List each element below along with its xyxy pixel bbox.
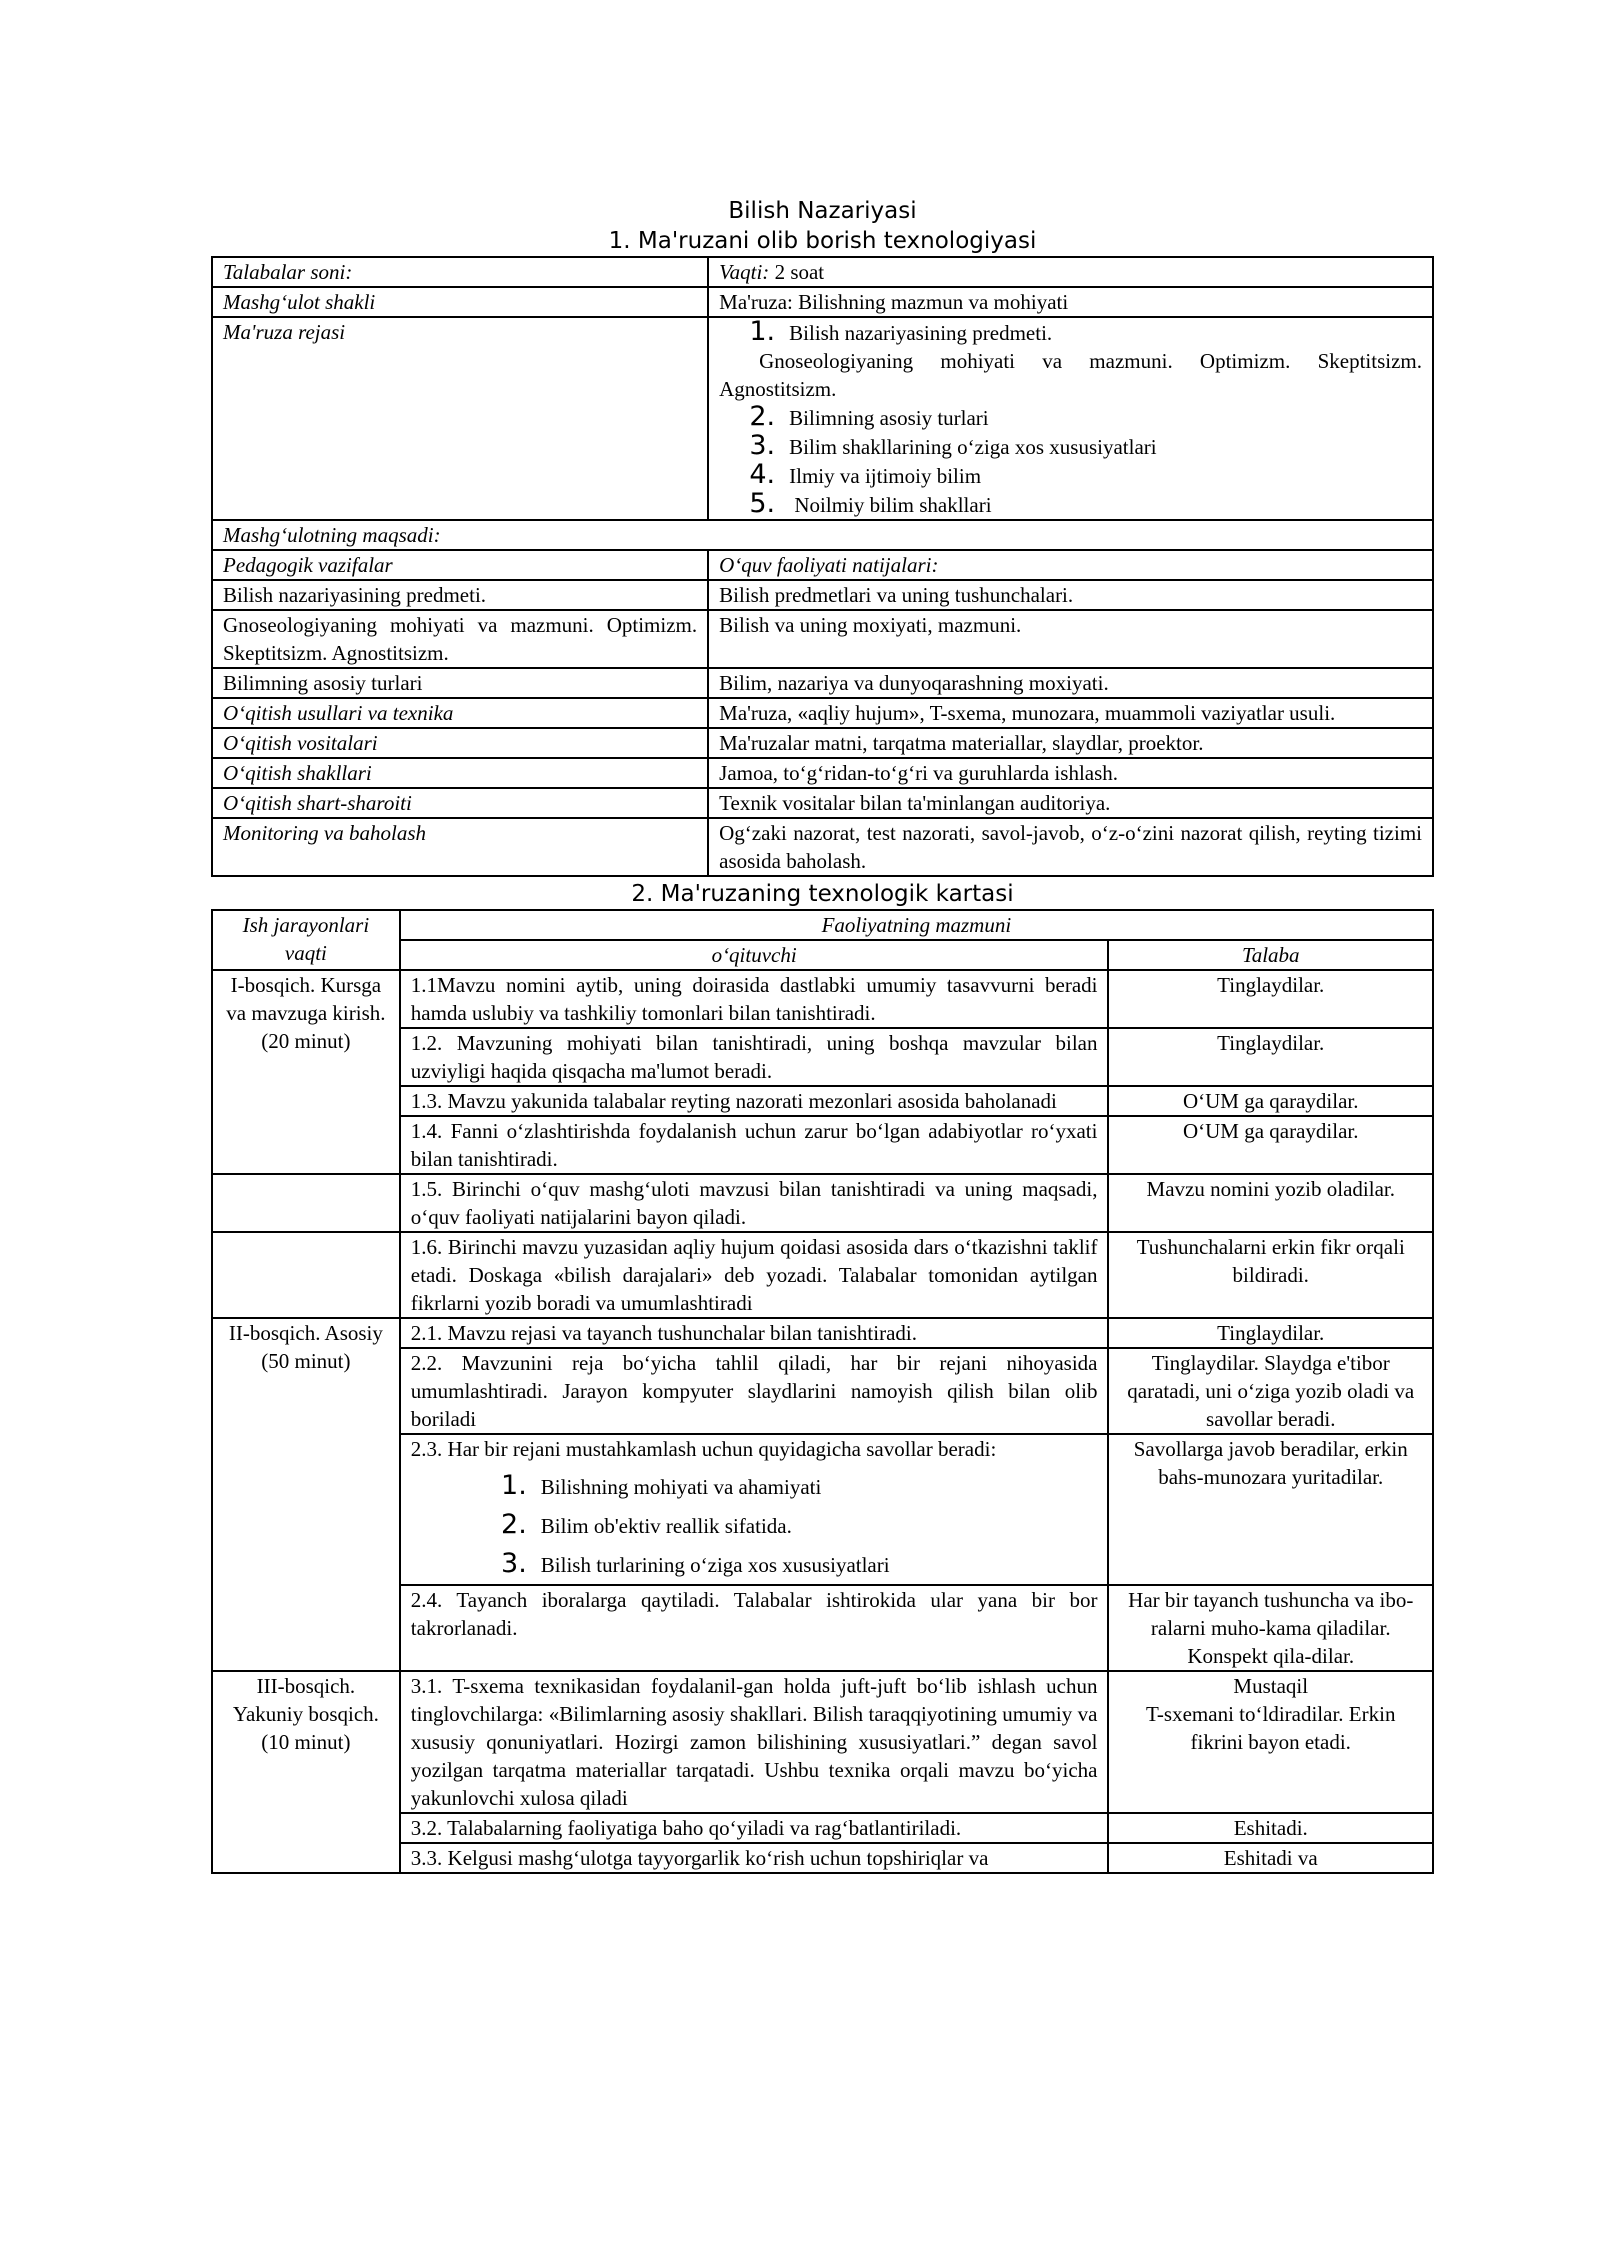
table-row	[212, 1318, 1433, 1348]
student-cell: Eshitadi.	[1108, 1813, 1433, 1843]
section1-title: 1. Ma'ruzani olib borish texnologiyasi	[608, 228, 1037, 254]
student-cell: Savollarga javob beradilar, erkin bahs-munozara yuritadilar.	[1108, 1434, 1433, 1585]
student-cell	[1108, 1671, 1433, 1813]
question-list	[411, 1467, 1098, 1584]
teacher-cell	[400, 1434, 1109, 1585]
time-label: Vaqti:	[719, 260, 770, 284]
table-row	[212, 317, 1433, 520]
stage-cell-empty	[212, 1232, 400, 1318]
table-header-row	[212, 910, 1433, 940]
teacher-cell: 2.1. Mavzu rejasi va tayanch tushunchalar bilan tanishtiradi.	[400, 1318, 1109, 1348]
technology-card-table	[211, 909, 1434, 1874]
teacher-cell: 1.4. Fanni o‘zlashtirishda foydalanish uchun zarur bo‘lgan adabiyotlar ro‘yxati bilan tanishtiradi.	[400, 1116, 1109, 1174]
plan-number: 1.	[749, 316, 776, 347]
table-row	[212, 788, 1433, 818]
stage-cell-empty	[212, 1174, 400, 1232]
question-number: 1.	[501, 1470, 527, 1501]
section2-title: 2. Ma'ruzaning texnologik kartasi	[631, 881, 1014, 907]
table-cell	[708, 257, 1433, 287]
plan-number: 3.	[749, 430, 776, 461]
table-cell: Monitoring va baholash	[212, 818, 708, 876]
table-cell: Jamoa, to‘g‘ridan-to‘g‘ri va guruhlarda ishlash.	[708, 758, 1433, 788]
question-number: 2.	[501, 1509, 527, 1540]
table-cell: O‘qitish usullari va texnika	[212, 698, 708, 728]
plan-subtext: Gnoseologiyaning mohiyati va mazmuni. Optimizm. Skeptitsizm. Agnostitsizm.	[719, 349, 1422, 401]
time-value: 2 soat	[769, 260, 825, 284]
table-cell: Bilish nazariyasining predmeti.	[212, 580, 708, 610]
teacher-cell: 2.2. Mavzunini reja bo‘yicha tahlil qiladi, har bir rejani nihoyasida umumlashtiradi. Jarayon kompyuter slaydlarini namoyish qilish bilan olib boriladi	[400, 1348, 1109, 1434]
table-cell: Ma'ruza: Bilishning mazmun va mohiyati	[708, 287, 1433, 317]
table-row	[212, 580, 1433, 610]
plan-text: Bilim shakllarining o‘ziga xos xususiyatlari	[789, 435, 1157, 459]
plan-number: 4.	[749, 459, 776, 490]
student-cell: Eshitadi va	[1108, 1843, 1433, 1873]
table-row	[212, 668, 1433, 698]
table-row	[212, 698, 1433, 728]
teacher-cell: 1.3. Mavzu yakunida talabalar reyting nazorati mezonlari asosida baholanadi	[400, 1086, 1109, 1116]
col-header-teacher: o‘qituvchi	[400, 940, 1109, 970]
student-cell: O‘UM ga qaraydilar.	[1108, 1086, 1433, 1116]
teacher-cell: 3.3. Kelgusi mashg‘ulotga tayyorgarlik ko‘rish uchun topshiriqlar va	[400, 1843, 1109, 1873]
question-item	[491, 1545, 1098, 1584]
plan-item	[719, 461, 1422, 490]
table-cell: Talabalar soni:	[212, 257, 708, 287]
col-header-student: Talaba	[1108, 940, 1433, 970]
teacher-cell: 1.1Mavzu nomini aytib, uning doirasida dastlabki umumiy tasavvurni beradi hamda uslubiy va tashkiliy tomonlari bilan tanishtiradi.	[400, 970, 1109, 1028]
student-cell: Tinglaydilar.	[1108, 1318, 1433, 1348]
teacher-cell: 1.5. Birinchi o‘quv mashg‘uloti mavzusi bilan tanishtiradi va uning maqsadi, o‘quv faoliyati natijalarini bayon qiladi.	[400, 1174, 1109, 1232]
plan-text: Noilmiy bilim shakllari	[789, 493, 992, 517]
table-cell: Mashg‘ulotning maqsadi:	[212, 520, 1433, 550]
table-cell: Ma'ruza, «aqliy hujum», T-sxema, munozara, muammoli vaziyatlar usuli.	[708, 698, 1433, 728]
plan-item	[719, 432, 1422, 461]
col-header-time: Ish jarayonlari vaqti	[212, 910, 400, 970]
table-row	[212, 728, 1433, 758]
student-cell: Tushunchalarni erkin fikr orqali bildiradi.	[1108, 1232, 1433, 1318]
plan-item	[719, 490, 1422, 519]
question-item	[491, 1506, 1098, 1545]
lecture-plan-cell	[708, 317, 1433, 520]
table-row	[212, 970, 1433, 1028]
table-row	[212, 287, 1433, 317]
teacher-cell: 3.2. Talabalarning faoliyatiga baho qo‘yiladi va rag‘batlantiriladi.	[400, 1813, 1109, 1843]
plan-item	[719, 318, 1422, 347]
plan-number: 5.	[749, 488, 776, 519]
table-row	[212, 520, 1433, 550]
student-cell: O‘UM ga qaraydilar.	[1108, 1116, 1433, 1174]
student-cell: Tinglaydilar.	[1108, 970, 1433, 1028]
table-row	[212, 818, 1433, 876]
table-cell: O‘qitish shakllari	[212, 758, 708, 788]
table-cell: Pedagogik vazifalar	[212, 550, 708, 580]
plan-text: Bilish nazariyasining predmeti.	[789, 321, 1053, 345]
table-cell: Ma'ruzalar matni, tarqatma materiallar, slaydlar, proektor.	[708, 728, 1433, 758]
col-header-content: Faoliyatning mazmuni	[400, 910, 1433, 940]
student-cell: Tinglaydilar. Slaydga e'tibor qaratadi, uni o‘ziga yozib oladi va savollar beradi.	[1108, 1348, 1433, 1434]
plan-text: Bilimning asosiy turlari	[789, 406, 989, 430]
teacher-text: 2.3. Har bir rejani mustahkamlash uchun quyidagicha savollar beradi:	[410, 1437, 997, 1461]
table-cell: Ma'ruza rejasi	[212, 317, 708, 520]
teacher-cell: 3.1. T-sxema texnikasidan foydalanil-gan holda juft-juft bo‘lib ishlash uchun tinglovchilarga: «Bilimlarning asosiy shakllari. Bilish taraqqiyotining umumiy va xususiy qonuniyatlari. Hozirgi zamon bilishining xususiyatlari.” degan savol yozilgan tarqatma materiallar tarqatadi. Ushbu texnika orqali mavzu bo‘yicha yakunlovchi xulosa qiladi	[400, 1671, 1109, 1813]
teacher-cell: 2.4. Tayanch iboralarga qaytiladi. Talabalar ishtirokida ular yana bir bor takrorlanadi.	[400, 1585, 1109, 1671]
teacher-cell: 1.6. Birinchi mavzu yuzasidan aqliy hujum qoidasi asosida dars o‘tkazishni taklif etadi. Doskaga «bilish darajalari» deb yozadi. Talabalar tomonidan aytilgan fikrlarni yozib boradi va umumlashtiradi	[400, 1232, 1109, 1318]
question-text: Bilishning mohiyati va ahamiyati	[540, 1475, 822, 1499]
question-item	[491, 1467, 1098, 1506]
table-row	[212, 1174, 1433, 1232]
question-number: 3.	[501, 1548, 527, 1579]
table-row	[212, 610, 1433, 668]
table-cell: Mashg‘ulot shakli	[212, 287, 708, 317]
table-cell: O‘qitish shart-sharoiti	[212, 788, 708, 818]
plan-text: Ilmiy va ijtimoiy bilim	[789, 464, 982, 488]
question-text: Bilish turlarining o‘ziga xos xususiyatlari	[540, 1553, 890, 1577]
student-cell: Tinglaydilar.	[1108, 1028, 1433, 1086]
stage-cell: III-bosqich. Yakuniy bosqich. (10 minut)	[212, 1671, 400, 1873]
table-cell: Gnoseologiyaning mohiyati va mazmuni. Optimizm. Skeptitsizm. Agnostitsizm.	[212, 610, 708, 668]
table-row	[212, 550, 1433, 580]
student-text: Mustaqil	[1233, 1674, 1309, 1698]
student-text: T-sxemani to‘ldiradilar. Erkin fikrini bayon etadi.	[1146, 1702, 1396, 1754]
teacher-cell: 1.2. Mavzuning mohiyati bilan tanishtiradi, uning boshqa mavzular bilan uzviyligi haqida qisqacha ma'lumot beradi.	[400, 1028, 1109, 1086]
table-cell: Bilish predmetlari va uning tushunchalari.	[708, 580, 1433, 610]
table-cell: Texnik vositalar bilan ta'minlangan auditoriya.	[708, 788, 1433, 818]
table-row	[212, 1671, 1433, 1813]
table-row	[212, 758, 1433, 788]
table-cell: Bilimning asosiy turlari	[212, 668, 708, 698]
plan-item	[719, 403, 1422, 432]
plan-number: 2.	[749, 401, 776, 432]
student-cell: Har bir tayanch tushuncha va ibo-ralarni muho-kama qiladilar. Konspekt qila-dilar.	[1108, 1585, 1433, 1671]
table-row	[212, 1232, 1433, 1318]
document-title: Bilish Nazariyasi	[728, 198, 917, 224]
table-cell: Og‘zaki nazorat, test nazorati, savol-javob, o‘z-o‘zini nazorat qilish, reyting tizimi asosida baholash.	[708, 818, 1433, 876]
table-row	[212, 257, 1433, 287]
stage-cell: II-bosqich. Asosiy (50 minut)	[212, 1318, 400, 1671]
document-page	[211, 196, 1434, 1874]
student-cell: Mavzu nomini yozib oladilar.	[1108, 1174, 1433, 1232]
question-text: Bilim ob'ektiv reallik sifatida.	[540, 1514, 792, 1538]
stage-cell: I-bosqich. Kursga va mavzuga kirish. (20 minut)	[212, 970, 400, 1174]
table-cell: O‘qitish vositalari	[212, 728, 708, 758]
lecture-technology-table	[211, 256, 1434, 877]
table-cell: O‘quv faoliyati natijalari:	[708, 550, 1433, 580]
table-cell: Bilish va uning moxiyati, mazmuni.	[708, 610, 1433, 668]
table-cell: Bilim, nazariya va dunyoqarashning moxiyati.	[708, 668, 1433, 698]
